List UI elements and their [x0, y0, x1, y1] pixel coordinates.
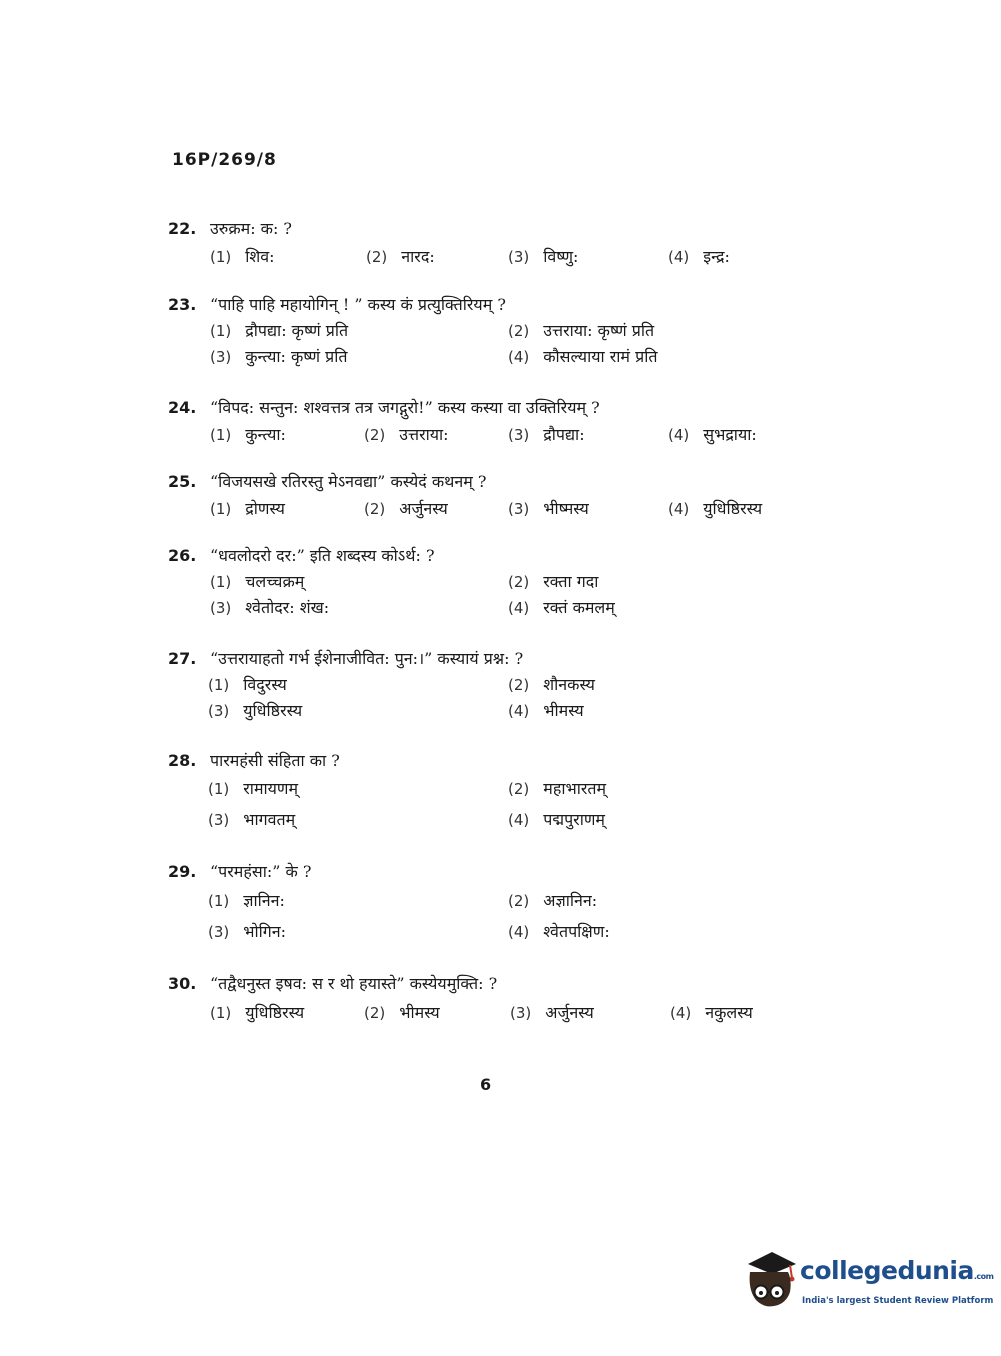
- option-2: (2) शौनकस्य: [508, 675, 595, 694]
- question-27: [168, 647, 808, 725]
- question-number: 29.: [168, 862, 197, 881]
- option-2: (2) अज्ञानिन:: [508, 891, 598, 910]
- option-1: (1) शिव:: [210, 247, 275, 266]
- option-1: (1) द्रौपद्या: कृष्णं प्रति: [210, 321, 349, 340]
- option-3: (3) विष्णु:: [508, 247, 579, 266]
- question-text: “विजयसखे रतिरस्तु मेऽनवद्या” कस्येदं कथनम् ?: [210, 472, 487, 491]
- option-1: (1) कुन्त्या:: [210, 425, 286, 444]
- question-23: [168, 293, 808, 371]
- option-3: (3) युधिष्ठिरस्य: [208, 701, 303, 720]
- option-4: (4) इन्द्र:: [668, 247, 730, 266]
- option-2: (2) उत्तराया: कृष्णं प्रति: [508, 321, 655, 340]
- option-1: (1) रामायणम्: [208, 779, 299, 798]
- option-2: (2) भीमस्य: [364, 1003, 440, 1022]
- question-number: 26.: [168, 546, 197, 565]
- paper-code: 16P/269/8: [172, 150, 277, 170]
- question-24: [168, 396, 808, 449]
- option-1: (1) विदुरस्य: [208, 675, 287, 694]
- option-1: (1) युधिष्ठिरस्य: [210, 1003, 305, 1022]
- brand-tagline: India's largest Student Review Platform: [802, 1296, 994, 1306]
- mascot-icon: [742, 1250, 800, 1312]
- question-26: [168, 544, 808, 622]
- question-number: 23.: [168, 295, 197, 314]
- brand-name: collegedunia.com: [800, 1256, 994, 1285]
- option-3: (3) भोगिन:: [208, 922, 287, 941]
- option-1: (1) द्रोणस्य: [210, 499, 285, 518]
- option-4: (4) भीमस्य: [508, 701, 584, 720]
- option-4: (4) कौसल्याया रामं प्रति: [508, 347, 658, 366]
- option-2: (2) रक्ता गदा: [508, 572, 599, 591]
- question-22: [168, 217, 808, 271]
- option-1: (1) चलच्चक्रम्: [210, 572, 305, 591]
- question-text: “उत्तरायाहतो गर्भ ईशेनाजीवित: पुन:।” कस्यायं प्रश्न: ?: [210, 649, 524, 668]
- option-3: (3) भीष्मस्य: [508, 499, 589, 518]
- question-number: 30.: [168, 974, 197, 993]
- question-29: [168, 860, 808, 946]
- question-number: 25.: [168, 472, 197, 491]
- option-3: (3) कुन्त्या: कृष्णं प्रति: [210, 347, 348, 366]
- question-30: [168, 972, 808, 1027]
- question-text: पारमहंसी संहिता का ?: [210, 751, 340, 770]
- option-4: (4) रक्तं कमलम्: [508, 598, 615, 617]
- option-4: (4) नकुलस्य: [670, 1003, 753, 1022]
- question-25: [168, 470, 808, 523]
- option-1: (1) ज्ञानिन:: [208, 891, 285, 910]
- option-3: (3) भागवतम्: [208, 810, 296, 829]
- page-number: 6: [480, 1075, 492, 1094]
- question-text: “धवलोदरो दर:” इति शब्दस्य कोऽर्थ: ?: [210, 546, 435, 565]
- option-2: (2) नारद:: [366, 247, 435, 266]
- question-text: “पाहि पाहि महायोगिन् ! ” कस्य कं प्रत्युक्तिरियम् ?: [210, 295, 506, 314]
- question-text: “विपद: सन्तुन: शश्वत्तत्र तत्र जगद्गुरो!” कस्य कस्या वा उक्तिरियम् ?: [210, 398, 600, 417]
- option-3: (3) द्रौपद्या:: [508, 425, 585, 444]
- collegedunia-watermark: [742, 1250, 994, 1310]
- question-number: 22.: [168, 219, 197, 238]
- option-3: (3) श्वेतोदर: शंख:: [210, 598, 330, 617]
- option-4: (4) युधिष्ठिरस्य: [668, 499, 763, 518]
- option-2: (2) उत्तराया:: [364, 425, 449, 444]
- question-text: उरुक्रम: क: ?: [210, 219, 293, 238]
- question-28: [168, 749, 808, 834]
- option-2: (2) अर्जुनस्य: [364, 499, 448, 518]
- option-3: (3) अर्जुनस्य: [510, 1003, 594, 1022]
- option-4: (4) श्वेतपक्षिण:: [508, 922, 610, 941]
- question-text: “तद्वैधनुस्त इषव: स र थो हयास्ते” कस्येयमुक्ति: ?: [210, 974, 498, 993]
- question-text: “परमहंसा:” के ?: [210, 862, 312, 881]
- option-4: (4) पद्मपुराणम्: [508, 810, 605, 829]
- question-number: 28.: [168, 751, 197, 770]
- question-number: 27.: [168, 649, 197, 668]
- question-number: 24.: [168, 398, 197, 417]
- option-4: (4) सुभद्राया:: [668, 425, 757, 444]
- option-2: (2) महाभारतम्: [508, 779, 607, 798]
